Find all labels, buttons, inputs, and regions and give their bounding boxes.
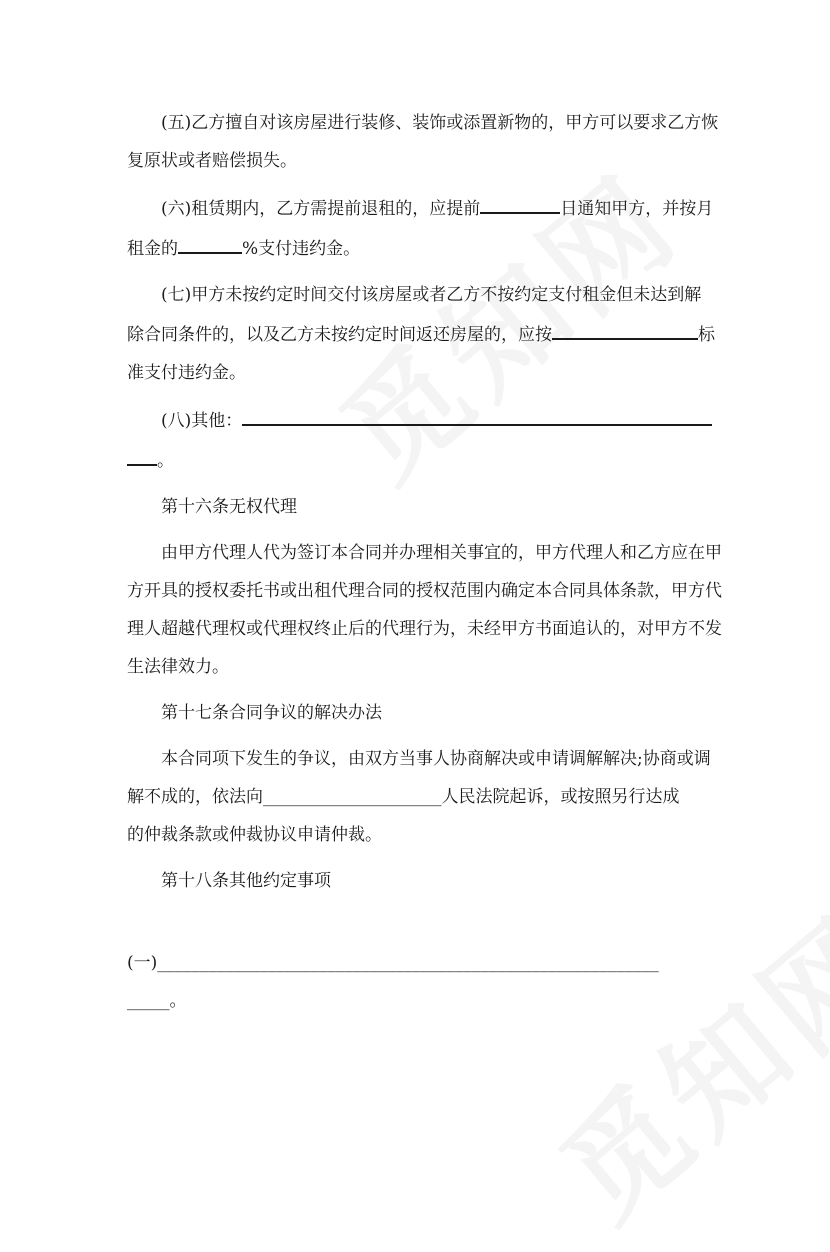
article-16-line-3: 理人超越代理权或代理权终止后的代理行为，未经甲方书面追认的，对甲方不发 — [127, 619, 722, 639]
article-17-body — [127, 740, 711, 854]
clause-6-text-a: (六)租赁期内，乙方需提前退租的，应提前 — [161, 199, 481, 219]
article-17-line-2: 解不成的，依法向_____________________人民法院起诉，或按照另行达成 — [127, 787, 680, 807]
other-terms-blank[interactable] — [242, 400, 712, 426]
penalty-standard-blank[interactable] — [552, 314, 698, 340]
article-18-title: 第十八条其他约定事项 — [161, 871, 331, 891]
clause-6-line-1 — [127, 188, 714, 228]
article-18-item-1-line-1: (一)___________________________________________________________ — [127, 953, 659, 973]
article-16-line-1: 由甲方代理人代为签订本合同并办理相关事宜的，甲方代理人和乙方应在甲 — [161, 543, 722, 563]
other-terms-blank-continued[interactable] — [127, 440, 157, 466]
clause-7-line-1: (七)甲方未按约定时间交付该房屋或者乙方不按约定支付租金但未达到解 — [161, 285, 702, 305]
clause-6-text-c: 租金的 — [127, 239, 178, 259]
clause-7-line-3: 准支付违约金。 — [127, 363, 246, 383]
article-16-title: 第十六条无权代理 — [161, 497, 297, 517]
clause-6-text-d: %支付违约金。 — [242, 239, 361, 259]
clause-8-label: (八)其他： — [161, 411, 243, 431]
clause-8 — [127, 400, 707, 480]
clause-7-line-2 — [127, 314, 715, 354]
clause-6-text-b: 日通知甲方，并按月 — [560, 199, 714, 219]
article-18-item-1 — [127, 944, 707, 1020]
spacer — [127, 908, 707, 944]
article-18-item-1-line-2: _____。 — [127, 991, 187, 1011]
clause-6 — [127, 188, 714, 268]
article-16-line-4: 生法律效力。 — [127, 657, 229, 677]
article-17-title: 第十七条合同争议的解决办法 — [161, 703, 382, 723]
notice-days-blank[interactable] — [480, 188, 560, 214]
penalty-percent-blank[interactable] — [178, 228, 242, 254]
article-16-line-2: 方开具的授权委托书或出租代理合同的授权范围内确定本合同具体条款，甲方代 — [127, 581, 722, 601]
clause-5-line-2: 复原状或者赔偿损失。 — [127, 151, 297, 171]
clause-5 — [127, 104, 719, 180]
clause-8-line-1 — [127, 400, 707, 440]
article-17-line-3: 的仲裁条款或仲裁协议申请仲裁。 — [127, 825, 382, 845]
clause-7-text-b: 标 — [698, 325, 715, 345]
article-17-line-1: 本合同项下发生的争议，由双方当事人协商解决或申请调解解决;协商或调 — [161, 749, 711, 769]
document-body — [127, 104, 722, 1028]
clause-6-line-2 — [127, 228, 707, 268]
clause-8-line-2 — [127, 440, 707, 480]
clause-7-text-a: 除合同条件的，以及乙方未按约定时间返还房屋的，应按 — [127, 325, 552, 345]
clause-7 — [127, 276, 715, 392]
clause-8-end: 。 — [157, 451, 174, 471]
clause-5-line-1: (五)乙方擅自对该房屋进行装修、装饰或添置新物的，甲方可以要求乙方恢 — [161, 113, 719, 133]
article-16-body — [127, 534, 722, 686]
